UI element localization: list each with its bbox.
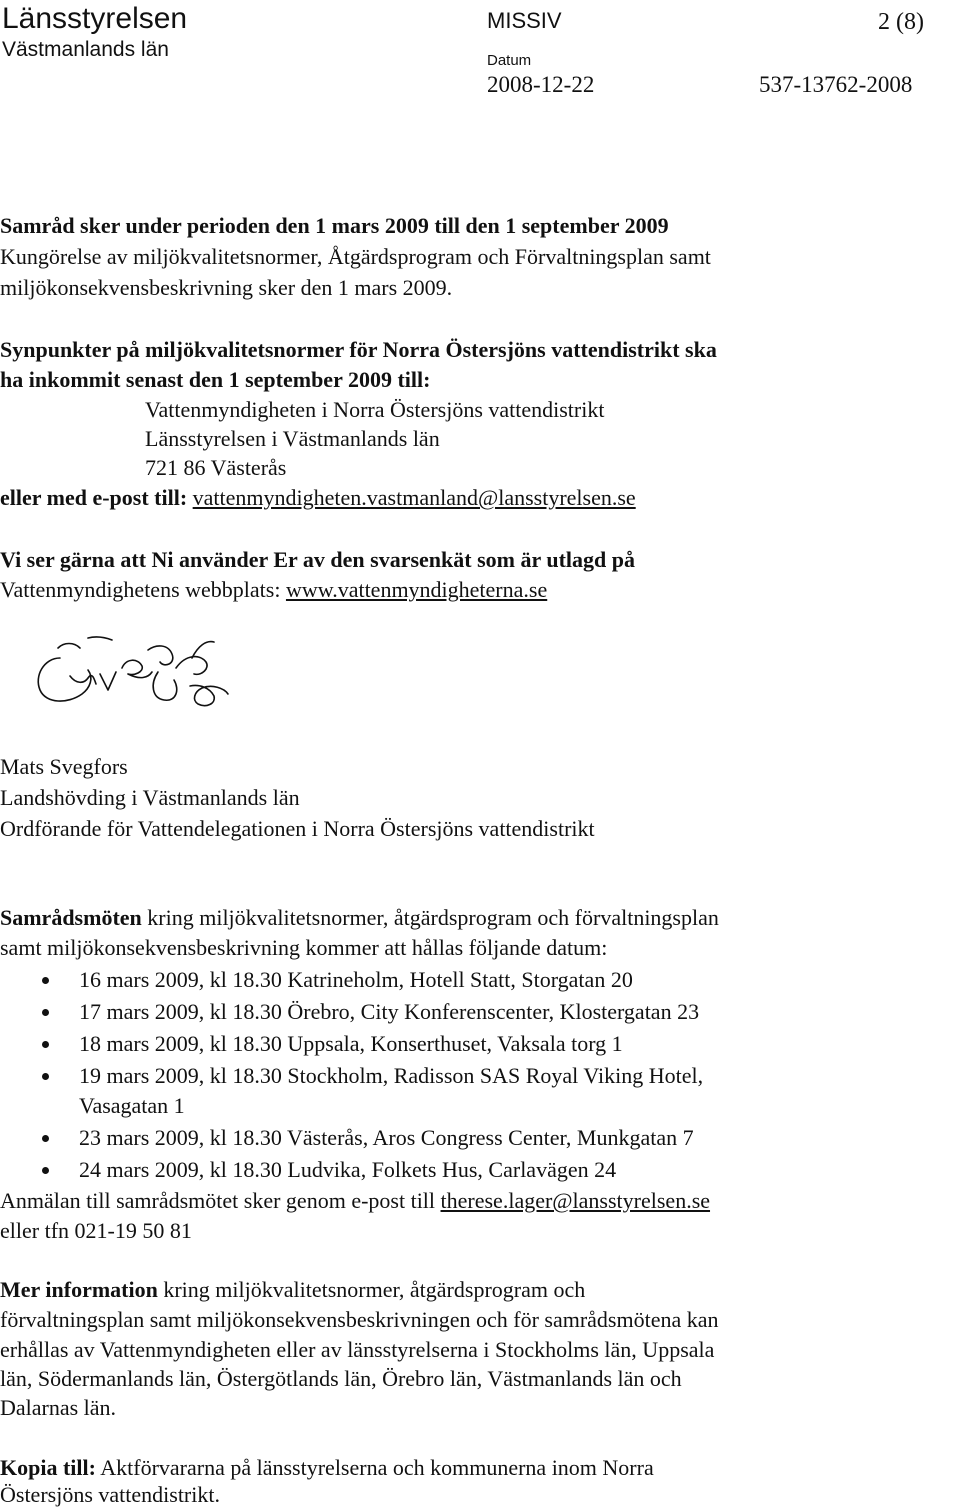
bullet-icon: [42, 1073, 49, 1080]
email-line: [0, 483, 636, 513]
more-info-line: förvaltningsplan samt miljökonsekvensbeskrivningen och för samrådsmötena kan: [0, 1307, 719, 1332]
list-item: 19 mars 2009, kl 18.30 Stockholm, Radisson SAS Royal Viking Hotel,: [79, 1063, 704, 1088]
page-number: 2 (8): [878, 9, 924, 35]
list-item: 16 mars 2009, kl 18.30 Katrineholm, Hotell Statt, Storgatan 20: [79, 967, 633, 992]
svarsenkat-text-line: Vi ser gärna att Ni använder Er av den svarsenkät som är utlagd på: [0, 547, 635, 572]
synpunkter-text-line: ha inkommit senast den 1 september 2009 till:: [0, 367, 431, 392]
reference-number: 537-13762-2008: [759, 72, 913, 97]
signer-title: Landshövding i Västmanlands län: [0, 785, 300, 810]
meetings-heading: [0, 903, 719, 933]
anmalan-email-link[interactable]: therese.lager@lansstyrelsen.se: [440, 1188, 711, 1213]
bullet-icon: [42, 1041, 49, 1048]
list-item: 24 mars 2009, kl 18.30 Ludvika, Folkets Hus, Carlavägen 24: [79, 1157, 617, 1182]
list-item: 18 mars 2009, kl 18.30 Uppsala, Konserthuset, Vaksala torg 1: [79, 1031, 623, 1056]
more-info-rest: kring miljökvalitetsnormer, åtgärdsprogram och: [163, 1277, 586, 1302]
signer-name: Mats Svegfors: [0, 754, 128, 779]
more-info-line: län, Södermanlands län, Östergötlands län, Örebro län, Västmanlands län och: [0, 1366, 682, 1391]
list-item-continuation: Vasagatan 1: [79, 1093, 185, 1118]
org-name: Länsstyrelsen: [2, 2, 188, 35]
synpunkter-text-line: Synpunkter på miljökvalitetsnormer för Norra Östersjöns vattendistrikt ska: [0, 337, 717, 362]
kopia-rest: Aktförvararna på länsstyrelserna och kommunerna inom Norra: [100, 1455, 654, 1480]
email-prefix: eller med e-post till:: [0, 485, 188, 510]
address-line: Länsstyrelsen i Västmanlands län: [145, 426, 440, 451]
signer-title: Ordförande för Vattendelegationen i Norra Östersjöns vattendistrikt: [0, 816, 595, 841]
email-link[interactable]: vattenmyndigheten.vastmanland@lansstyrelsen.se: [192, 485, 636, 510]
meetings-heading-bold: Samrådsmöten: [0, 905, 142, 930]
date-value: 2008-12-22: [487, 72, 595, 97]
samrad-text-line: miljökonsekvensbeskrivning sker den 1 mars 2009.: [0, 275, 453, 300]
more-info-line: Dalarnas län.: [0, 1395, 117, 1420]
bullet-icon: [42, 1009, 49, 1016]
doc-type: MISSIV: [487, 8, 562, 33]
kopia-bold: Kopia till:: [0, 1455, 96, 1480]
signature: [30, 628, 270, 718]
more-info-line: [0, 1275, 585, 1305]
phone-line: eller tfn 021-19 50 81: [0, 1218, 192, 1243]
web-prefix: Vattenmyndighetens webbplats:: [0, 577, 281, 602]
bullet-icon: [42, 1135, 49, 1142]
svarsenkat-web-line: [0, 575, 547, 605]
more-info-line: erhållas av Vattenmyndigheten eller av länsstyrelserna i Stockholms län, Uppsala: [0, 1337, 715, 1362]
more-info-bold: Mer information: [0, 1277, 158, 1302]
bullet-icon: [42, 1167, 49, 1174]
address-line: 721 86 Västerås: [145, 455, 287, 480]
date-label: Datum: [487, 52, 532, 69]
list-item: 17 mars 2009, kl 18.30 Örebro, City Konferenscenter, Klostergatan 23: [79, 999, 700, 1024]
bullet-icon: [42, 977, 49, 984]
samrad-text-line: Kungörelse av miljökvalitetsnormer, Åtgärdsprogram och Förvaltningsplan samt: [0, 244, 711, 269]
county-name: Västmanlands län: [2, 38, 169, 61]
anmalan-line: [0, 1186, 710, 1216]
meetings-heading-rest: kring miljökvalitetsnormer, åtgärdsprogram och förvaltningsplan: [147, 905, 719, 930]
list-item: 23 mars 2009, kl 18.30 Västerås, Aros Congress Center, Munkgatan 7: [79, 1125, 694, 1150]
anmalan-prefix: Anmälan till samrådsmötet sker genom e-post till: [0, 1188, 436, 1213]
samrad-heading: Samråd sker under perioden den 1 mars 2009 till den 1 september 2009: [0, 213, 669, 238]
meetings-text-line: samt miljökonsekvensbeskrivning kommer att hållas följande datum:: [0, 935, 608, 960]
website-link[interactable]: www.vattenmyndigheterna.se: [285, 577, 548, 602]
kopia-line: Östersjöns vattendistrikt.: [0, 1482, 220, 1507]
address-line: Vattenmyndigheten i Norra Östersjöns vattendistrikt: [145, 397, 605, 422]
kopia-line: [0, 1453, 654, 1483]
